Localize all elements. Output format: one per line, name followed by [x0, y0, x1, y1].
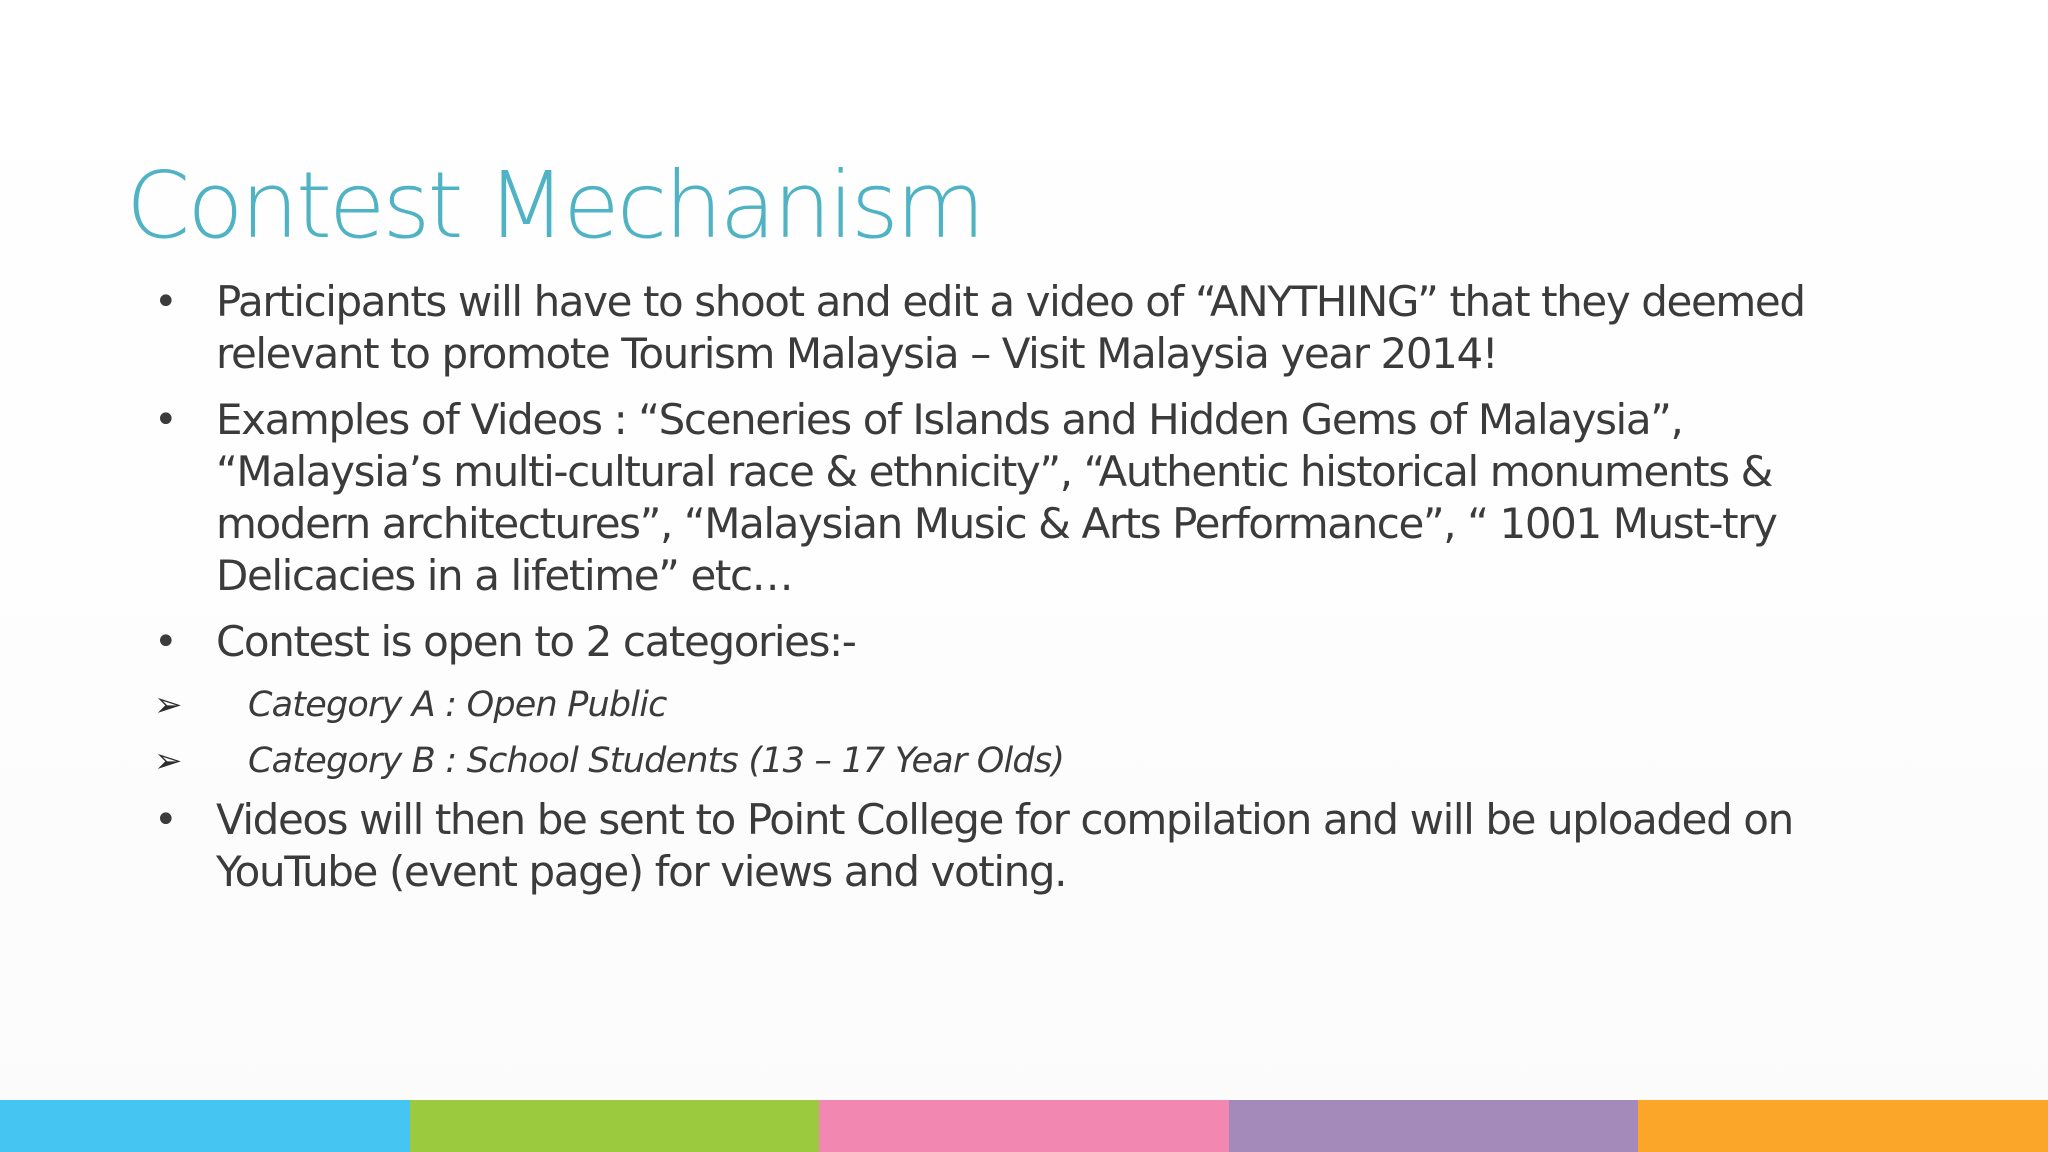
bullet-icon: •: [154, 619, 177, 665]
arrow-bullet-icon: ➢: [154, 741, 182, 781]
category-item: [150, 738, 1900, 784]
bullet-icon: •: [154, 397, 177, 443]
slide-title: Contest Mechanism: [126, 152, 983, 259]
bullet-line: Delicacies in a lifetime” etc…: [216, 551, 793, 600]
color-bar-segment-green: [410, 1100, 820, 1152]
slide-body: [150, 276, 1900, 912]
category-line: Category A : Open Public: [248, 685, 667, 725]
category-item: [150, 682, 1900, 728]
bullet-item: [150, 616, 1900, 668]
bullet-item: [150, 794, 1900, 898]
bullet-line: Examples of Videos : “Sceneries of Islands and Hidden Gems of Malaysia”,: [216, 395, 1683, 444]
bullet-icon: •: [154, 797, 177, 843]
bullet-line: modern architectures”, “Malaysian Music & Arts Performance”, “ 1001 Must-try: [216, 499, 1777, 548]
color-bar-segment-pink: [819, 1100, 1229, 1152]
color-bar-segment-blue: [0, 1100, 410, 1152]
bullet-line: “Malaysia’s multi-cultural race & ethnicity”, “Authentic historical monuments &: [216, 447, 1773, 496]
bullet-line: Videos will then be sent to Point College for compilation and will be uploaded on: [216, 795, 1793, 844]
bullet-line: Contest is open to 2 categories:-: [216, 617, 856, 666]
bullet-icon: •: [154, 279, 177, 325]
bullet-line: relevant to promote Tourism Malaysia – Visit Malaysia year 2014!: [216, 329, 1498, 378]
bullet-item: [150, 394, 1900, 602]
bottom-color-bar: [0, 1100, 2048, 1152]
bullet-line: Participants will have to shoot and edit a video of “ANYTHING” that they deemed: [216, 277, 1805, 326]
color-bar-segment-purple: [1229, 1100, 1639, 1152]
arrow-bullet-icon: ➢: [154, 685, 182, 725]
bullet-line: YouTube (event page) for views and voting.: [216, 847, 1067, 896]
bullet-item: [150, 276, 1900, 380]
category-line: Category B : School Students (13 – 17 Year Olds): [248, 741, 1065, 781]
color-bar-segment-orange: [1638, 1100, 2048, 1152]
